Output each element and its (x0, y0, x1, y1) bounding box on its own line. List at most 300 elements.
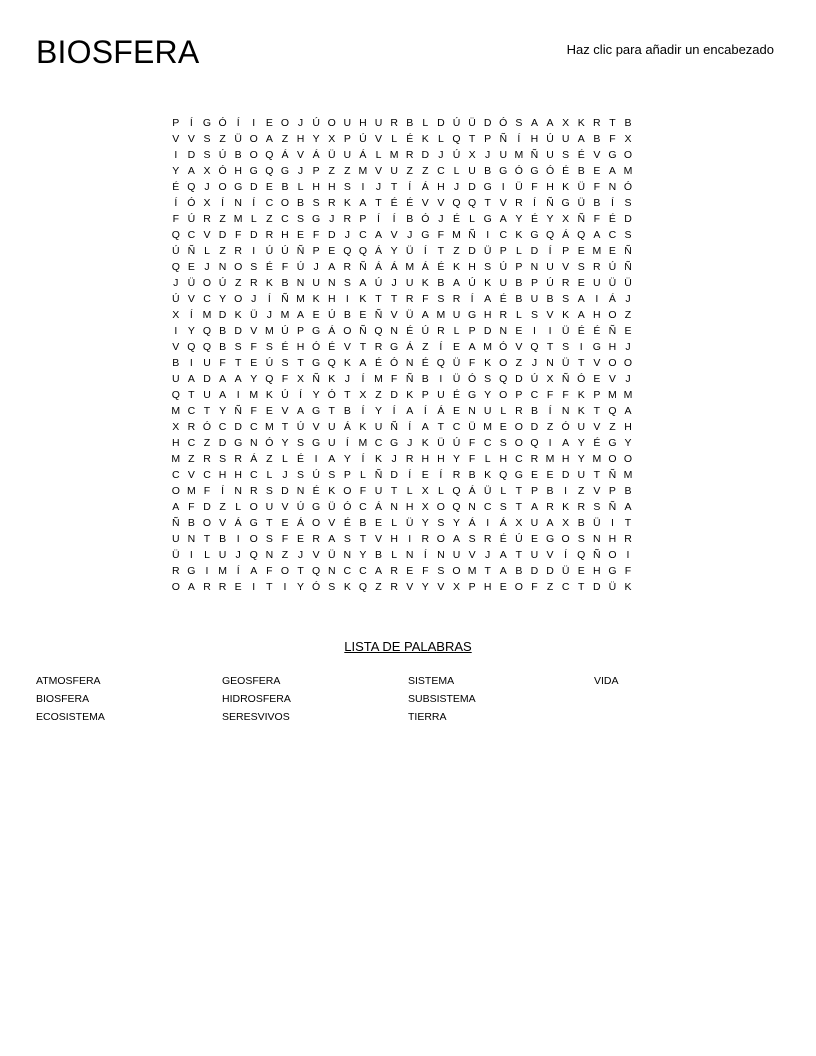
grid-letter: Ó (514, 165, 523, 177)
grid-letter: T (359, 533, 367, 545)
grid-letter: Q (452, 133, 461, 145)
grid-letter: P (172, 117, 180, 129)
grid-letter: V (375, 533, 383, 545)
grid-letter: Ü (608, 581, 617, 593)
grid-row (168, 387, 636, 403)
grid-letter: Q (545, 229, 555, 241)
grid-letter: Ü (452, 373, 461, 385)
grid-letter: P (468, 325, 476, 337)
grid-letter: T (234, 357, 242, 369)
grid-letter: T (515, 485, 523, 497)
grid-letter: N (234, 197, 242, 209)
grid-letter: Í (267, 293, 271, 305)
grid-letter: U (203, 357, 211, 369)
grid-letter: I (189, 357, 193, 369)
grid-letter: N (343, 549, 352, 561)
grid-letter: Ú (296, 261, 305, 273)
grid-letter: V (499, 197, 507, 209)
grid-letter: O (623, 149, 633, 161)
grid-letter: J (297, 549, 304, 561)
grid-letter: Ú (172, 293, 180, 305)
grid-letter: G (561, 197, 570, 209)
grid-letter: T (546, 341, 554, 353)
grid-letter: R (312, 533, 320, 545)
grid-row (168, 147, 636, 163)
grid-letter: J (485, 549, 491, 561)
grid-letter: Í (361, 373, 365, 385)
word-item: VIDA (594, 675, 619, 687)
grid-letter: J (531, 357, 538, 369)
grid-letter: C (359, 501, 367, 513)
grid-letter: O (514, 437, 523, 449)
grid-letter: A (530, 501, 538, 513)
grid-letter: Í (548, 405, 552, 417)
grid-letter: L (297, 181, 304, 193)
grid-letter: G (608, 565, 617, 577)
grid-letter: Ú (452, 149, 461, 161)
grid-letter: Ü (327, 501, 336, 513)
grid-row (168, 563, 636, 579)
grid-letter: H (296, 341, 305, 353)
grid-letter: T (390, 485, 398, 497)
grid-row (168, 355, 636, 371)
grid-letter: Q (452, 485, 461, 497)
grid-letter: S (265, 341, 273, 353)
grid-letter: Ú (312, 469, 320, 481)
grid-letter: Ñ (608, 501, 617, 513)
grid-letter: U (172, 533, 180, 545)
grid-letter: Ó (545, 165, 555, 177)
grid-row (168, 515, 636, 531)
grid-letter: A (624, 501, 632, 513)
grid-letter: Ü (483, 485, 492, 497)
grid-letter: D (218, 309, 227, 321)
grid-letter: Á (375, 501, 383, 513)
grid-letter: Y (546, 213, 554, 225)
grid-letter: Í (532, 197, 536, 209)
grid-letter: T (375, 197, 382, 209)
grid-letter: V (343, 341, 351, 353)
grid-letter: H (281, 229, 289, 241)
grid-letter: Í (189, 117, 193, 129)
grid-letter: R (327, 197, 336, 209)
grid-letter: Z (375, 581, 382, 593)
grid-letter: D (281, 485, 289, 497)
grid-letter: D (390, 469, 398, 481)
grid-letter: Ñ (187, 245, 196, 257)
grid-letter: Ú (312, 117, 320, 129)
grid-letter: A (234, 373, 242, 385)
grid-letter: J (204, 181, 210, 193)
grid-letter: É (281, 341, 289, 353)
grid-letter: E (546, 469, 554, 481)
grid-letter: H (218, 469, 227, 481)
grid-letter: C (203, 293, 211, 305)
grid-letter: K (452, 261, 460, 273)
grid-letter: V (281, 501, 289, 513)
grid-letter: Z (219, 133, 226, 145)
grid-letter: K (421, 277, 429, 289)
grid-letter: G (312, 325, 321, 337)
grid-letter: C (515, 453, 523, 465)
grid-letter: E (406, 565, 414, 577)
grid-letter: A (187, 165, 195, 177)
grid-letter: Q (265, 165, 274, 177)
grid-letter: O (623, 357, 633, 369)
grid-letter: Ü (624, 277, 632, 289)
grid-letter: S (468, 533, 476, 545)
grid-letter: L (500, 405, 507, 417)
grid-letter: O (436, 501, 445, 513)
grid-letter: F (281, 533, 289, 545)
grid-letter: Ñ (499, 133, 508, 145)
grid-letter: R (452, 469, 461, 481)
grid-letter: J (173, 277, 179, 289)
grid-letter: D (468, 245, 476, 257)
grid-letter: Á (281, 149, 289, 161)
grid-letter: O (202, 517, 212, 529)
grid-letter: K (577, 117, 585, 129)
grid-letter: L (375, 149, 382, 161)
grid-letter: Ú (296, 501, 305, 513)
grid-letter: R (593, 261, 601, 273)
letter-grid (168, 115, 636, 595)
grid-letter: Ú (546, 277, 554, 289)
grid-letter: O (280, 565, 290, 577)
grid-letter: Ñ (624, 261, 632, 273)
grid-letter: K (312, 293, 320, 305)
grid-letter: I (361, 181, 365, 193)
grid-letter: Ñ (468, 229, 476, 241)
grid-letter: T (578, 581, 585, 593)
grid-letter: Ú (608, 261, 617, 273)
grid-letter: Ñ (530, 149, 539, 161)
grid-letter: C (187, 405, 196, 417)
grid-letter: U (343, 149, 352, 161)
grid-letter: Ú (515, 533, 523, 545)
grid-letter: M (187, 485, 196, 497)
grid-letter: L (391, 549, 398, 561)
grid-letter: R (437, 325, 445, 337)
grid-letter: V (187, 469, 195, 481)
grid-letter: Y (421, 517, 429, 529)
grid-letter: Y (624, 437, 632, 449)
grid-letter: X (421, 501, 429, 513)
grid-letter: H (608, 533, 617, 545)
grid-letter: F (546, 389, 554, 401)
grid-letter: C (499, 229, 508, 241)
grid-row (168, 339, 636, 355)
grid-letter: Ó (390, 357, 399, 369)
grid-letter: P (343, 133, 351, 145)
grid-letter: É (499, 293, 507, 305)
grid-letter: N (249, 437, 258, 449)
grid-letter: Ú (546, 133, 554, 145)
grid-letter: C (530, 389, 539, 401)
grid-letter: L (235, 501, 242, 513)
grid-letter: Y (172, 165, 180, 177)
grid-letter: Ó (499, 117, 508, 129)
grid-letter: V (203, 229, 211, 241)
grid-letter: C (374, 437, 383, 449)
grid-letter: E (577, 277, 585, 289)
grid-letter: T (437, 245, 445, 257)
grid-letter: É (530, 213, 538, 225)
grid-letter: G (312, 437, 321, 449)
grid-letter: H (437, 181, 445, 193)
grid-letter: H (468, 261, 476, 273)
grid-letter: Q (327, 357, 336, 369)
grid-letter: K (484, 357, 492, 369)
grid-letter: F (172, 213, 179, 225)
grid-letter: Ú (530, 373, 539, 385)
grid-letter: Q (343, 245, 352, 257)
grid-letter: S (250, 261, 258, 273)
grid-letter: Ñ (312, 373, 320, 385)
grid-letter: N (327, 277, 336, 289)
grid-letter: L (204, 549, 210, 561)
grid-letter: Y (452, 453, 460, 465)
grid-letter: E (375, 517, 383, 529)
grid-letter: S (343, 533, 351, 545)
grid-letter: N (234, 485, 242, 497)
grid-letter: Í (221, 197, 225, 209)
grid-letter: Z (203, 437, 211, 449)
grid-letter: L (360, 469, 366, 481)
grid-letter: S (515, 117, 523, 129)
grid-letter: T (297, 565, 304, 577)
grid-letter: K (328, 373, 336, 385)
grid-letter: Á (421, 261, 429, 273)
grid-letter: Á (468, 517, 476, 529)
grid-letter: Ú (265, 357, 274, 369)
grid-letter: C (203, 469, 211, 481)
grid-letter: U (452, 549, 461, 561)
grid-letter: M (171, 453, 181, 465)
grid-letter: Q (530, 341, 539, 353)
grid-letter: R (515, 405, 523, 417)
grid-letter: E (265, 181, 273, 193)
grid-letter: V (593, 421, 601, 433)
grid-letter: H (561, 453, 570, 465)
grid-letter: Ú (172, 245, 180, 257)
grid-letter: E (577, 245, 585, 257)
grid-letter: F (250, 341, 257, 353)
grid-letter: X (452, 581, 460, 593)
grid-letter: Ú (452, 437, 461, 449)
word-item: ECOSISTEMA (36, 711, 105, 723)
grid-letter: G (530, 165, 539, 177)
grid-letter: S (265, 485, 273, 497)
grid-letter: N (265, 549, 274, 561)
grid-letter: G (608, 149, 617, 161)
grid-letter: O (514, 421, 523, 433)
grid-letter: T (266, 517, 273, 529)
grid-letter: F (281, 373, 289, 385)
grid-letter: K (359, 293, 367, 305)
grid-letter: Í (439, 341, 443, 353)
grid-letter: D (468, 181, 476, 193)
grid-letter: H (359, 117, 367, 129)
grid-letter: R (249, 485, 258, 497)
grid-letter: Á (312, 149, 320, 161)
grid-letter: K (515, 229, 523, 241)
grid-letter: N (390, 325, 398, 337)
grid-letter: Á (297, 517, 305, 529)
grid-letter: É (406, 325, 414, 337)
grid-letter: S (562, 341, 570, 353)
grid-letter: G (312, 357, 321, 369)
word-item: ATMOSFERA (36, 675, 101, 687)
grid-letter: D (515, 373, 523, 385)
grid-letter: F (312, 229, 320, 241)
grid-letter: U (343, 117, 352, 129)
grid-letter: M (280, 309, 290, 321)
grid-letter: J (625, 341, 631, 353)
word-list-title: LISTA DE PALABRAS (344, 639, 472, 654)
grid-letter: B (234, 149, 242, 161)
grid-letter: É (406, 197, 414, 209)
grid-letter: Y (297, 581, 305, 593)
grid-letter: S (624, 197, 632, 209)
grid-letter: Ü (327, 149, 336, 161)
grid-letter: M (623, 469, 633, 481)
grid-letter: P (421, 389, 429, 401)
grid-letter: Ú (187, 213, 196, 225)
grid-letter: I (486, 517, 490, 529)
grid-letter: S (577, 261, 585, 273)
grid-letter: H (483, 309, 492, 321)
grid-letter: K (406, 389, 414, 401)
grid-letter: É (562, 165, 570, 177)
grid-letter: O (343, 485, 352, 497)
grid-letter: A (265, 133, 273, 145)
grid-letter: G (467, 389, 477, 401)
grid-letter: E (234, 581, 242, 593)
grid-letter: L (437, 133, 444, 145)
add-header-hint[interactable]: Haz clic para añadir un encabezado (566, 42, 774, 57)
grid-letter: I (189, 549, 193, 561)
grid-letter: I (174, 149, 178, 161)
grid-letter: A (328, 533, 336, 545)
grid-letter: Q (312, 565, 321, 577)
grid-letter: Í (361, 405, 365, 417)
grid-letter: S (562, 293, 570, 305)
grid-letter: F (234, 229, 242, 241)
grid-letter: R (390, 565, 398, 577)
grid-letter: K (359, 421, 367, 433)
grid-letter: B (577, 165, 585, 177)
grid-letter: U (593, 277, 601, 289)
grid-letter: H (234, 469, 242, 481)
grid-letter: M (171, 405, 181, 417)
grid-letter: O (499, 357, 508, 369)
grid-letter: K (421, 437, 429, 449)
grid-letter: Z (515, 357, 523, 369)
grid-letter: D (421, 149, 430, 161)
grid-letter: J (407, 437, 413, 449)
grid-letter: S (562, 149, 570, 161)
grid-letter: N (405, 549, 414, 561)
grid-letter: I (595, 293, 599, 305)
grid-letter: M (608, 389, 617, 401)
grid-letter: Z (266, 213, 273, 225)
grid-letter: V (421, 197, 429, 209)
grid-letter: Q (171, 229, 180, 241)
grid-letter: F (593, 213, 601, 225)
grid-letter: Z (406, 165, 413, 177)
grid-row (168, 195, 636, 211)
grid-letter: Í (439, 469, 443, 481)
grid-letter: J (266, 309, 272, 321)
grid-letter: Ñ (296, 245, 305, 257)
grid-letter: M (405, 261, 415, 273)
grid-letter: Ó (312, 581, 321, 593)
grid-letter: L (453, 325, 460, 337)
grid-letter: F (437, 229, 445, 241)
word-item (594, 711, 780, 729)
grid-letter: R (390, 581, 398, 593)
grid-letter: X (562, 117, 570, 129)
grid-letter: D (530, 421, 539, 433)
grid-letter: T (390, 181, 398, 193)
grid-letter: Y (577, 453, 585, 465)
grid-letter: G (499, 165, 508, 177)
grid-letter: E (499, 421, 507, 433)
grid-letter: L (266, 469, 273, 481)
grid-letter: V (172, 341, 180, 353)
grid-letter: I (486, 229, 490, 241)
grid-letter: S (328, 469, 336, 481)
grid-letter: D (390, 389, 398, 401)
grid-letter: Í (610, 197, 614, 209)
grid-letter: Z (546, 581, 554, 593)
grid-letter: B (359, 517, 367, 529)
grid-letter: R (343, 213, 352, 225)
grid-letter: A (421, 421, 429, 433)
grid-letter: I (252, 245, 256, 257)
grid-letter: Ñ (608, 469, 617, 481)
grid-letter: J (235, 549, 241, 561)
grid-letter: Y (312, 133, 320, 145)
grid-letter: V (187, 133, 195, 145)
grid-letter: B (624, 117, 632, 129)
grid-letter: V (250, 325, 258, 337)
grid-letter: Ñ (374, 309, 383, 321)
grid-row (168, 163, 636, 179)
grid-letter: G (545, 533, 555, 545)
grid-letter: F (531, 181, 538, 193)
grid-letter: E (312, 309, 320, 321)
grid-letter: T (624, 517, 632, 529)
grid-letter: I (174, 325, 178, 337)
grid-letter: T (297, 357, 304, 369)
grid-letter: L (391, 517, 398, 529)
grid-letter: Í (361, 453, 365, 465)
grid-letter: O (608, 309, 617, 321)
grid-letter: I (548, 437, 552, 449)
grid-letter: Y (452, 517, 460, 529)
grid-letter: O (249, 501, 258, 513)
grid-letter: M (514, 149, 524, 161)
grid-letter: K (265, 389, 273, 401)
grid-letter: V (515, 341, 523, 353)
grid-letter: A (172, 501, 180, 513)
grid-letter: D (203, 501, 211, 513)
grid-letter: M (483, 341, 493, 353)
grid-letter: B (281, 277, 289, 289)
grid-letter: É (593, 437, 601, 449)
